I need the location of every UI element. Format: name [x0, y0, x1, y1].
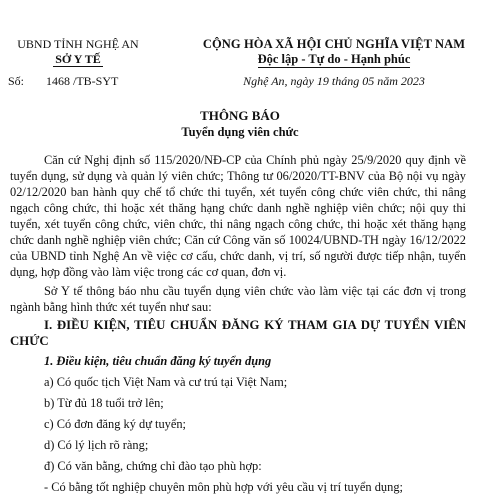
- subsection-heading: 1. Điều kiện, tiêu chuẩn đăng ký tuyển dụng: [44, 354, 272, 368]
- document-subtitle: Tuyển dụng viên chức: [181, 125, 299, 139]
- section-heading: I. ĐIỀU KIỆN, TIÊU CHUẨN ĐĂNG KÝ THAM GIA DỰ TUYỂN VIÊN CHỨC: [10, 318, 466, 348]
- national-header: [196, 37, 472, 89]
- motto-underline: [258, 67, 411, 68]
- condition-item: d) Có lý lịch rõ ràng;: [44, 438, 149, 452]
- condition-item: đ) Có văn bằng, chứng chỉ đào tạo phù hợp:: [44, 459, 262, 473]
- document-number-value: 1468 /TB-SYT: [46, 74, 119, 88]
- document-title: THÔNG BÁO: [200, 108, 280, 123]
- national-motto-text: Độc lập - Tự do - Hạnh phúc: [257, 52, 411, 66]
- department-underline: [53, 66, 103, 67]
- document-number: [8, 74, 168, 89]
- issuer-department: [8, 52, 148, 67]
- condition-item: a) Có quốc tịch Việt Nam và cư trú tại Việt Nam;: [44, 375, 288, 389]
- announcement-paragraph: Sở Y tế thông báo nhu cầu tuyển dụng viên chức vào làm việc tại các đơn vị trong ngành bằng hình thức xét tuyển như sau:: [10, 284, 466, 314]
- condition-item: c) Có đơn đăng ký dự tuyển;: [44, 417, 186, 431]
- document-body: [10, 152, 466, 495]
- issuer-block: [8, 37, 168, 89]
- republic-name: CỘNG HÒA XÃ HỘI CHỦ NGHĨA VIỆT NAM: [202, 37, 466, 51]
- national-motto: [258, 52, 411, 67]
- condition-item: b) Từ đủ 18 tuổi trở lên;: [44, 396, 164, 410]
- issue-date: Nghệ An, ngày 19 tháng 05 năm 2023: [243, 74, 425, 88]
- condition-item: - Có bằng tốt nghiệp chuyên môn phù hợp với yêu cầu vị trí tuyển dụng;: [44, 480, 403, 494]
- issuer-department-text: SỞ Y TẾ: [55, 52, 101, 66]
- document-number-label: Số:: [8, 74, 25, 88]
- issuer-org: UBND TỈNH NGHỆ AN: [17, 37, 139, 51]
- legal-basis-paragraph: Căn cứ Nghị định số 115/2020/NĐ-CP của Chính phủ ngày 25/9/2020 quy định về tuyển dụng, sử dụng và quản lý viên chức; Thông tư 06/2020/TT-BNV của Bộ nội vụ ngày 02/12/2020 ban hành quy chế tổ chức thi tuyển, xét tuyển công chức viên chức, thi nâng ngạch công chức, thi hoặc xét thăng hạng chức danh nghề nghiệp viên chức; nội quy thi tuyển, xét tuyển công chức, viên chức, thi nâng ngạch công chức, thi hoặc xét thăng hạng chức danh nghề nghiệp viên chức; Căn cứ Công văn số 10024/UBND-TH ngày 16/12/2022 của UBND tỉnh Nghệ An về việc cơ cấu, chức danh, vị trí, số người được tiếp nhận, tuyển dụng, hợp đồng vào làm việc trong các cơ quan, đơn vị.: [10, 153, 466, 279]
